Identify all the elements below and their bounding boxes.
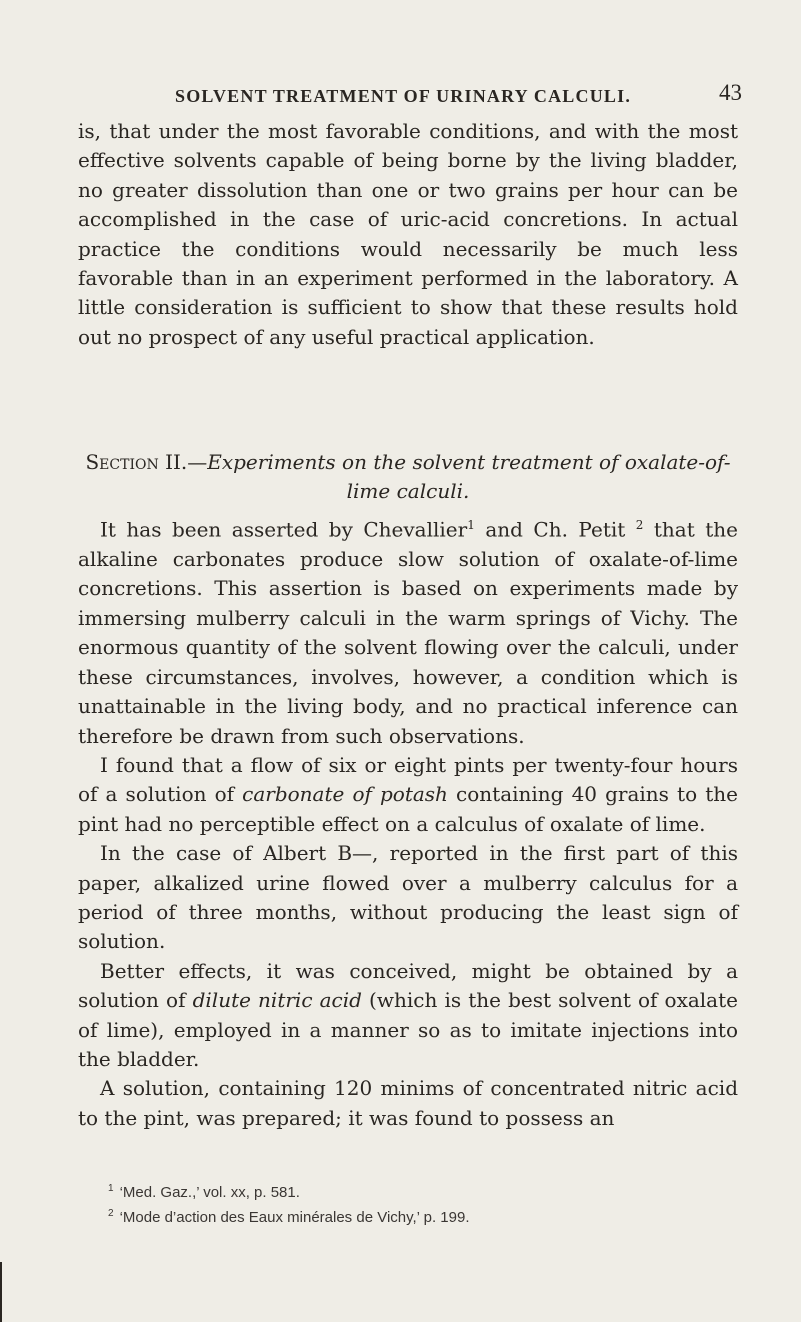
section-dash: — <box>187 450 208 474</box>
page-edge-mark <box>0 1262 2 1322</box>
section-heading <box>78 448 738 507</box>
footnote-marker: 1 <box>108 1183 114 1194</box>
paragraph-text: that the alkaline carbonates produce slow solution of oxalate-of-lime concretions. This assertion is based on experiments made by immersing mulberry calculi in the warm springs of Vichy. The enormous quantity of the solvent flowing over the calculi, under these circumstances, involves, however, a condition which is unattainable in the living body, and no practical inference can therefore be drawn from such observations. <box>78 517 738 748</box>
paragraph-chevallier <box>78 511 738 751</box>
footnote-text: ‘Mode d’action des Eaux minérales de Vichy,’ p. 199. <box>119 1209 470 1226</box>
page-number: 43 <box>719 80 742 105</box>
opening-paragraph <box>78 117 738 352</box>
section-body <box>78 511 738 1133</box>
emphasis: carbonate of potash <box>242 782 448 807</box>
paragraph-albert: In the case of Albert B—, reported in the first part of this paper, alkalized urine flowed over a mulberry calculus for a period of three months, without producing the least sign of solution. <box>78 841 738 954</box>
paragraph-potash <box>78 751 738 839</box>
footnote-marker: 2 <box>108 1208 114 1219</box>
paragraph-nitric <box>78 957 738 1075</box>
footnote-text: ‘Med. Gaz.,’ vol. xx, p. 581. <box>119 1184 300 1201</box>
footnote <box>108 1203 469 1228</box>
footnotes <box>108 1178 469 1228</box>
paragraph-text: (which is the best solvent of oxalate of lime), employed in a manner so as to imitate injections into the bladder. <box>78 988 738 1071</box>
running-head: SOLVENT TREATMENT OF URINARY CALCULI. <box>175 86 632 106</box>
paragraph-text: It has been asserted by Chevallier <box>100 517 468 542</box>
footnote <box>108 1178 469 1203</box>
paragraph-text: is, that under the most favorable conditions, and with the most effective solvents capable of being borne by the living bladder, no greater dissolution than one or two grains per hour can be accomplished in the case of uric-acid concretions. In actual practice the conditions would necessarily be much less favorable than in an experiment performed in the laboratory. A little consideration is sufficient to show that these results hold out no prospect of any useful practical application. <box>78 119 738 349</box>
section-label: Section II. <box>85 450 188 474</box>
paragraph-text: Better effects, it was conceived, might be obtained by a solution of <box>78 958 738 1013</box>
paragraph-solution: A solution, containing 120 minims of concentrated nitric acid to the pint, was prepared; it was found to possess an <box>78 1076 738 1130</box>
footnote-ref: 2 <box>635 518 644 532</box>
paragraph-text: and Ch. Petit <box>474 517 636 542</box>
paragraph-text: containing 40 grains to the pint had no perceptible effect on a calculus of oxalate of lime. <box>78 782 738 836</box>
section-title: Experiments on the solvent treatment of oxalate-of-lime calculi. <box>207 450 731 504</box>
paragraph-text: I found that a flow of six or eight pints per twenty-four hours of a solution of <box>78 752 738 807</box>
emphasis: dilute nitric acid <box>192 988 362 1013</box>
footnote-ref: 1 <box>467 518 475 532</box>
